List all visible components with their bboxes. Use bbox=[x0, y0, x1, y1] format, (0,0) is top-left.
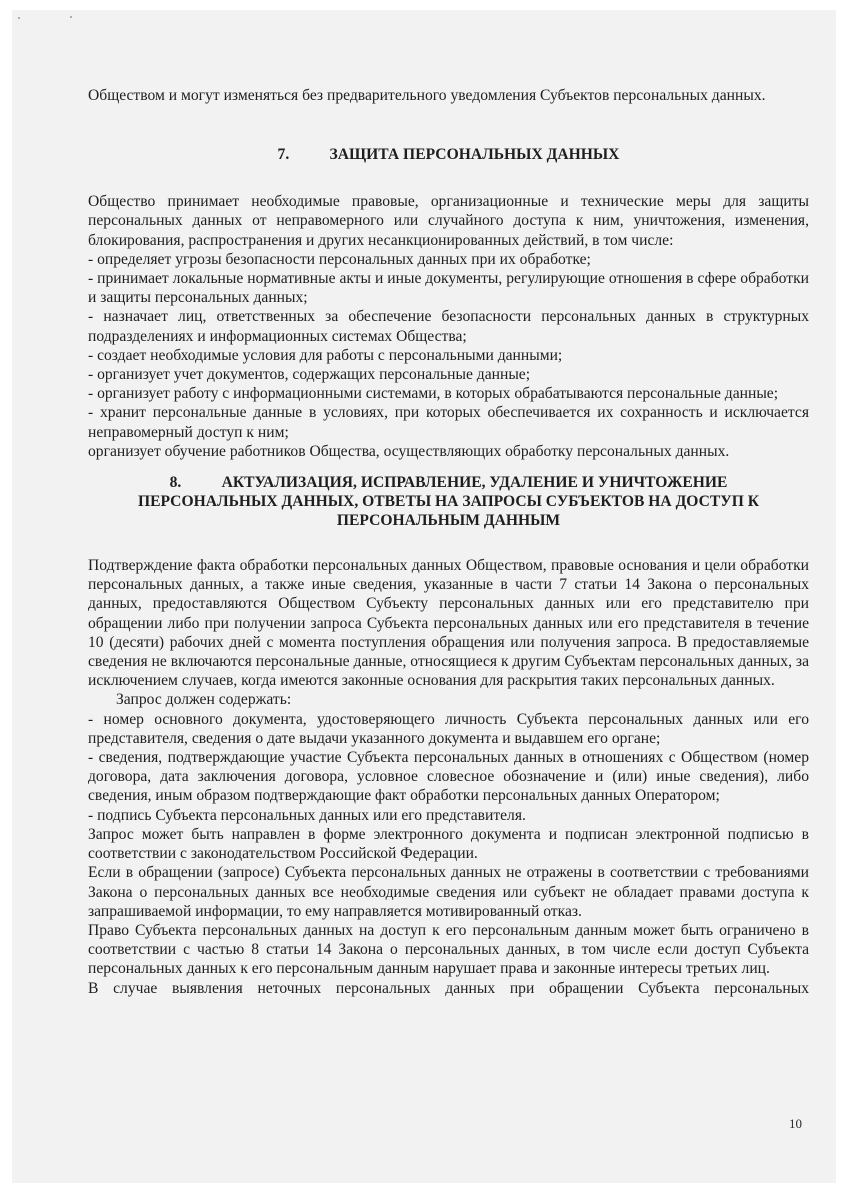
document-body bbox=[88, 86, 809, 998]
intro-paragraph: Обществом и могут изменяться без предварительного уведомления Субъектов персональных данных. bbox=[88, 87, 766, 104]
document-page bbox=[12, 10, 836, 1183]
section-7-list-item: - организует учет документов, содержащих персональные данные; bbox=[88, 366, 531, 384]
section-7-paragraph: Общество принимает необходимые правовые, организационные и технические меры для защиты персональных данных от неправомерного или случайного доступа к ним, уничтожения, изменения, блокирования, распространения и других несанкционированных действий, в том числе: bbox=[88, 193, 809, 249]
section-8-list-item: - номер основного документа, удостоверяющего личность Субъекта персональных данных или его представителя, сведения о дате выдачи указанного документа и выдавшем его органе; bbox=[88, 710, 809, 747]
section-7-number: 7. bbox=[277, 146, 290, 164]
section-7-list-item: - определяет угрозы безопасности персональных данных при их обработке; bbox=[88, 250, 591, 268]
section-7-list-item: - создает необходимые условия для работы с персональными данными; bbox=[88, 346, 563, 364]
scan-speck bbox=[70, 16, 72, 18]
section-8-heading bbox=[88, 473, 809, 530]
section-7-list-item: - хранит персональные данные в условиях, при которых обеспечивается их сохранность и исключается неправомерный доступ к ним; bbox=[88, 404, 809, 441]
section-8-number: 8. bbox=[169, 474, 182, 492]
section-7-title: ЗАЩИТА ПЕРСОНАЛЬНЫХ ДАННЫХ bbox=[329, 146, 620, 164]
section-8-title-line-3: ПЕРСОНАЛЬНЫМ ДАННЫМ bbox=[336, 512, 561, 530]
section-8-paragraph: В случае выявления неточных персональных данных при обращении Субъекта персональных bbox=[88, 979, 809, 997]
page-number: 10 bbox=[789, 1116, 802, 1131]
section-8-title-line-1: АКТУАЛИЗАЦИЯ, ИСПРАВЛЕНИЕ, УДАЛЕНИЕ И УНИЧТОЖЕНИЕ bbox=[221, 474, 728, 492]
section-7-heading bbox=[88, 145, 809, 164]
section-8-list-item: - подпись Субъекта персональных данных или его представителя. bbox=[88, 806, 526, 824]
section-7-list-item: - организует работу с информационными системами, в которых обрабатываются персональные данные; bbox=[88, 385, 779, 403]
section-8-paragraph: Если в обращении (запросе) Субъекта персональных данных не отражены в соответствии с требованиями Закона о персональных данных все необходимые сведения или субъект не обладает правами доступа к запрашиваемой информации, то ему направляется мотивированный отказ. bbox=[88, 864, 809, 920]
section-8-paragraph: Право Субъекта персональных данных на доступ к его персональным данным может быть ограничено в соответствии с частью 8 статьи 14 Закона о персональных данных, в том числе если доступ Субъекта персональных данных к его персональным данным нарушает права и законные интересы третьих лиц. bbox=[88, 921, 809, 978]
scan-speck bbox=[18, 17, 20, 19]
section-8-title-line-2: ПЕРСОНАЛЬНЫХ ДАННЫХ, ОТВЕТЫ НА ЗАПРОСЫ СУБЪЕКТОВ НА ДОСТУП К bbox=[137, 493, 760, 511]
section-8-list-item: - сведения, подтверждающие участие Субъекта персональных данных в отношениях с Обществом (номер договора, дата заключения договора, условное словесное обозначение и (или) иные сведения), либо сведения, иным образом подтверждающие факт обработки персональных данных Оператором; bbox=[88, 749, 809, 805]
section-7-list-item: - назначает лиц, ответственных за обеспечение безопасности персональных данных в структурных подразделениях и информационных системах Общества; bbox=[88, 308, 809, 345]
section-8-paragraph: Подтверждение факта обработки персональных данных Обществом, правовые основания и цели обработки персональных данных, а также иные сведения, указанные в части 7 статьи 14 Закона о персональных данных, предоставляются Обществом Субъекту персональных данных или его представителю при обращении либо при получении запроса Субъекта персональных данных или его представителя в течение 10 (десяти) рабочих дней с момента поступления обращения или получения запроса. В предоставляемые сведения не включаются персональные данные, относящиеся к другим Субъектам персональных данных, за исключением случаев, когда имеются законные основания для раскрытия таких персональных данных. bbox=[88, 557, 809, 690]
section-8-paragraph: Запрос должен содержать: bbox=[116, 691, 292, 709]
section-7-list-item: - принимает локальные нормативные акты и иные документы, регулирующие отношения в сфере обработки и защиты персональных данных; bbox=[88, 270, 809, 307]
section-8-paragraph: Запрос может быть направлен в форме электронного документа и подписан электронной подписью в соответствии с законодательством Российской Федерации. bbox=[88, 825, 809, 863]
section-7-list-item: организует обучение работников Общества, осуществляющих обработку персональных данных. bbox=[88, 442, 730, 460]
